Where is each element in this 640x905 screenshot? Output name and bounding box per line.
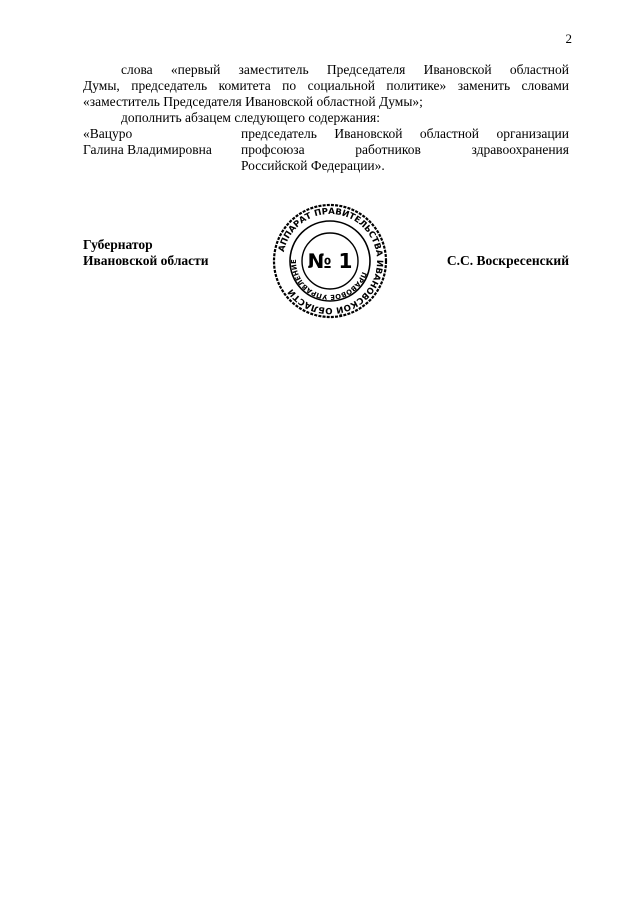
- paragraph-1-line-2: Думы, председатель комитета по социальной политике» заменить словами: [83, 78, 569, 93]
- signatory-title-line-2: Ивановской области: [83, 253, 209, 268]
- official-seal-stamp: [272, 203, 388, 319]
- member-given-names: Галина Владимировна: [83, 142, 212, 157]
- stamp-inner-text: ПРАВОВОЕ УПРАВЛЕНИЕ: [289, 259, 368, 302]
- paragraph-2: дополнить абзацем следующего содержания:: [121, 110, 381, 125]
- paragraph-1-line-1: слова «первый заместитель Председателя Ивановской областной: [121, 62, 569, 77]
- member-role-line-3: Российской Федерации».: [241, 158, 385, 173]
- member-surname: «Вацуро: [83, 126, 133, 141]
- member-name: [83, 126, 241, 174]
- member-role-line-2: профсоюза работников здравоохранения: [241, 142, 569, 157]
- document-body: [83, 62, 569, 174]
- paragraph-1: [83, 62, 569, 110]
- signatory-title-line-1: Губернатор: [83, 237, 153, 252]
- stamp-number: № 1: [307, 249, 353, 273]
- paragraph-1-line-3: «заместитель Председателя Ивановской областной Думы»;: [83, 94, 423, 109]
- member-role: [241, 126, 569, 174]
- member-entry: [83, 126, 569, 174]
- member-role-line-1: председатель Ивановской областной организации: [241, 126, 569, 141]
- page-number: 2: [565, 31, 572, 46]
- stamp-ring-text: АППАРАТ ПРАВИТЕЛЬСТВА ИВАНОВСКОЙ ОБЛАСТИ: [276, 206, 385, 316]
- signatory-name: С.С. Воскресенский: [446, 253, 569, 268]
